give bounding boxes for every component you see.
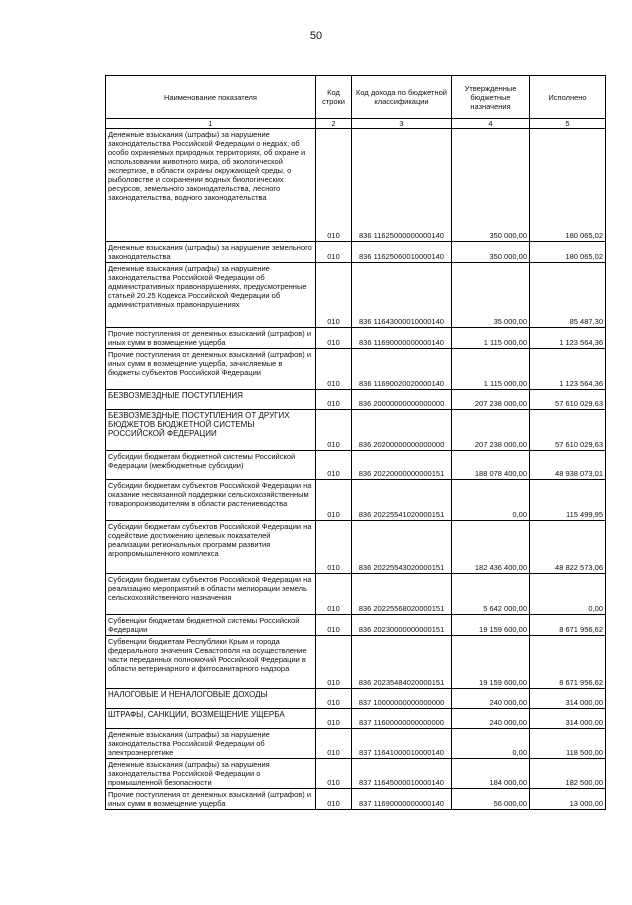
row-line-code: 010 [316, 636, 352, 689]
row-approved: 240 000,00 [452, 709, 530, 729]
row-approved: 207 238 000,00 [452, 410, 530, 451]
row-name: Субсидии бюджетам субъектов Российской Федерации на реализацию мероприятий в области мелиорации земель сельскохозяйственного назначения [106, 574, 316, 615]
row-executed: 13 000,00 [530, 789, 606, 810]
row-line-code: 010 [316, 789, 352, 810]
row-name: БЕЗВОЗМЕЗДНЫЕ ПОСТУПЛЕНИЯ [106, 390, 316, 410]
page-number: 50 [309, 30, 323, 42]
row-line-code: 010 [316, 480, 352, 521]
table-body [106, 129, 606, 810]
row-executed: 48 822 573,06 [530, 521, 606, 574]
row-line-code: 010 [316, 390, 352, 410]
row-name: Денежные взыскания (штрафы) за нарушения законодательства Российской Федерации о промышленной безопасности [106, 759, 316, 789]
table-row [106, 615, 606, 636]
row-approved: 19 159 600,00 [452, 636, 530, 689]
row-name: Прочие поступления от денежных взысканий (штрафов) и иных сумм в возмещение ущерба, зачисляемые в бюджеты субъектов Российской Федерации [106, 349, 316, 390]
table-row [106, 390, 606, 410]
row-approved: 56 000,00 [452, 789, 530, 810]
row-executed: 182 500,00 [530, 759, 606, 789]
header-indicator-name: Наименование показателя [106, 76, 316, 119]
row-executed: 48 938 073,01 [530, 451, 606, 480]
row-approved: 0,00 [452, 729, 530, 759]
row-income-code: 836 11643000010000140 [352, 263, 452, 328]
row-executed: 57 610 029,63 [530, 390, 606, 410]
table-row [106, 410, 606, 451]
row-income-code: 837 11645000010000140 [352, 759, 452, 789]
table-row [106, 689, 606, 709]
row-income-code: 836 20225568020000151 [352, 574, 452, 615]
row-approved: 182 436 400,00 [452, 521, 530, 574]
row-line-code: 010 [316, 759, 352, 789]
column-number: 1 [106, 119, 316, 129]
row-line-code: 010 [316, 410, 352, 451]
row-income-code: 836 11625060010000140 [352, 242, 452, 263]
row-approved: 5 642 000,00 [452, 574, 530, 615]
header-approved: Утвержденные бюджетные назначения [452, 76, 530, 119]
row-income-code: 837 11690000000000140 [352, 789, 452, 810]
row-name: Субвенции бюджетам бюджетной системы Российской Федерации [106, 615, 316, 636]
row-approved: 0,00 [452, 480, 530, 521]
row-name: Прочие поступления от денежных взысканий (штрафов) и иных сумм в возмещение ущерба [106, 328, 316, 349]
column-number: 2 [316, 119, 352, 129]
header-income-code: Код дохода по бюджетной классификации [352, 76, 452, 119]
table-row [106, 242, 606, 263]
row-approved: 350 000,00 [452, 242, 530, 263]
header-executed: Исполнено [530, 76, 606, 119]
row-line-code: 010 [316, 729, 352, 759]
row-income-code: 836 20230000000000151 [352, 615, 452, 636]
row-line-code: 010 [316, 349, 352, 390]
table-row [106, 129, 606, 242]
row-approved: 350 000,00 [452, 129, 530, 242]
row-income-code: 836 20225541020000151 [352, 480, 452, 521]
row-line-code: 010 [316, 451, 352, 480]
row-name: БЕЗВОЗМЕЗДНЫЕ ПОСТУПЛЕНИЯ ОТ ДРУГИХ БЮДЖЕТОВ БЮДЖЕТНОЙ СИСТЕМЫ РОССИЙСКОЙ ФЕДЕРАЦИИ [106, 410, 316, 451]
row-approved: 207 238 000,00 [452, 390, 530, 410]
column-number: 3 [352, 119, 452, 129]
row-line-code: 010 [316, 709, 352, 729]
table-row [106, 574, 606, 615]
row-name: Субсидии бюджетам субъектов Российской Федерации на оказание несвязанной поддержки сельскохозяйственным товаропроизводителям в области растениеводства [106, 480, 316, 521]
row-executed: 314 000,00 [530, 689, 606, 709]
row-income-code: 837 11641000010000140 [352, 729, 452, 759]
column-number: 4 [452, 119, 530, 129]
row-approved: 1 115 000,00 [452, 349, 530, 390]
table-row [106, 451, 606, 480]
row-income-code: 836 11690000000000140 [352, 328, 452, 349]
row-approved: 19 159 600,00 [452, 615, 530, 636]
row-name: Прочие поступления от денежных взысканий (штрафов) и иных сумм в возмещение ущерба [106, 789, 316, 810]
table-row [106, 709, 606, 729]
table-row [106, 636, 606, 689]
row-name: Денежные взыскания (штрафы) за нарушение законодательства Российской Федерации об административных правонарушениях, предусмотренные статьей 20.25 Кодекса Российской Федерации об административных правонарушениях [106, 263, 316, 328]
row-executed: 115 499,95 [530, 480, 606, 521]
row-income-code: 836 20220000000000151 [352, 451, 452, 480]
table-row [106, 759, 606, 789]
row-executed: 180 065,02 [530, 129, 606, 242]
row-name: Денежные взыскания (штрафы) за нарушение законодательства Российской Федерации об электроэнергетике [106, 729, 316, 759]
row-executed: 180 065,02 [530, 242, 606, 263]
row-approved: 188 078 400,00 [452, 451, 530, 480]
row-name: Денежные взыскания (штрафы) за нарушение земельного законодательства [106, 242, 316, 263]
row-income-code: 836 20000000000000000 [352, 390, 452, 410]
row-name: НАЛОГОВЫЕ И НЕНАЛОГОВЫЕ ДОХОДЫ [106, 689, 316, 709]
row-executed: 8 671 956,62 [530, 615, 606, 636]
row-line-code: 010 [316, 689, 352, 709]
row-name: Денежные взыскания (штрафы) за нарушение законодательства Российской Федерации о недрах, об особо охраняемых природных территориях, об охране и использовании животного мира, об экологической экспертизе, в области охраны окружающей среды, о рыболовстве и сохранении водных биологических ресурсов, земельного законодательства, лесного законодательства, водного законодательства [106, 129, 316, 242]
row-name: Субсидии бюджетам субъектов Российской Федерации на содействие достижению целевых показателей реализации региональных программ развития агропромышленного комплекса [106, 521, 316, 574]
table-row [106, 480, 606, 521]
row-name: Субвенции бюджетам Республики Крым и города федерального значения Севастополя на осуществление части переданных полномочий Российской Федерации в области ветеринарного и фитосанитарного надзора [106, 636, 316, 689]
row-approved: 35 000,00 [452, 263, 530, 328]
row-income-code: 836 11625000000000140 [352, 129, 452, 242]
row-line-code: 010 [316, 615, 352, 636]
row-executed: 1 123 564,36 [530, 349, 606, 390]
table-row [106, 328, 606, 349]
table-row [106, 349, 606, 390]
row-executed: 1 123 564,36 [530, 328, 606, 349]
budget-execution-table [105, 75, 606, 810]
row-line-code: 010 [316, 242, 352, 263]
table-row [106, 729, 606, 759]
row-executed: 0,00 [530, 574, 606, 615]
column-number-row [106, 119, 606, 129]
row-line-code: 010 [316, 574, 352, 615]
row-income-code: 837 10000000000000000 [352, 689, 452, 709]
column-number: 5 [530, 119, 606, 129]
row-line-code: 010 [316, 521, 352, 574]
row-line-code: 010 [316, 263, 352, 328]
row-name: ШТРАФЫ, САНКЦИИ, ВОЗМЕЩЕНИЕ УЩЕРБА [106, 709, 316, 729]
row-approved: 184 000,00 [452, 759, 530, 789]
row-approved: 1 115 000,00 [452, 328, 530, 349]
table-row [106, 521, 606, 574]
table-row [106, 263, 606, 328]
row-income-code: 836 11690020020000140 [352, 349, 452, 390]
row-income-code: 836 20235484020000151 [352, 636, 452, 689]
table-row [106, 789, 606, 810]
row-approved: 240 000,00 [452, 689, 530, 709]
row-executed: 8 671 956,62 [530, 636, 606, 689]
row-line-code: 010 [316, 129, 352, 242]
row-line-code: 010 [316, 328, 352, 349]
row-executed: 314 000,00 [530, 709, 606, 729]
row-executed: 118 500,00 [530, 729, 606, 759]
header-line-code: Код строки [316, 76, 352, 119]
row-income-code: 836 20225543020000151 [352, 521, 452, 574]
row-income-code: 837 11600000000000000 [352, 709, 452, 729]
row-executed: 85 487,30 [530, 263, 606, 328]
row-name: Субсидии бюджетам бюджетной системы Российской Федерации (межбюджетные субсидии) [106, 451, 316, 480]
row-executed: 57 610 029,63 [530, 410, 606, 451]
row-income-code: 836 20200000000000000 [352, 410, 452, 451]
table-header-row [106, 76, 606, 119]
